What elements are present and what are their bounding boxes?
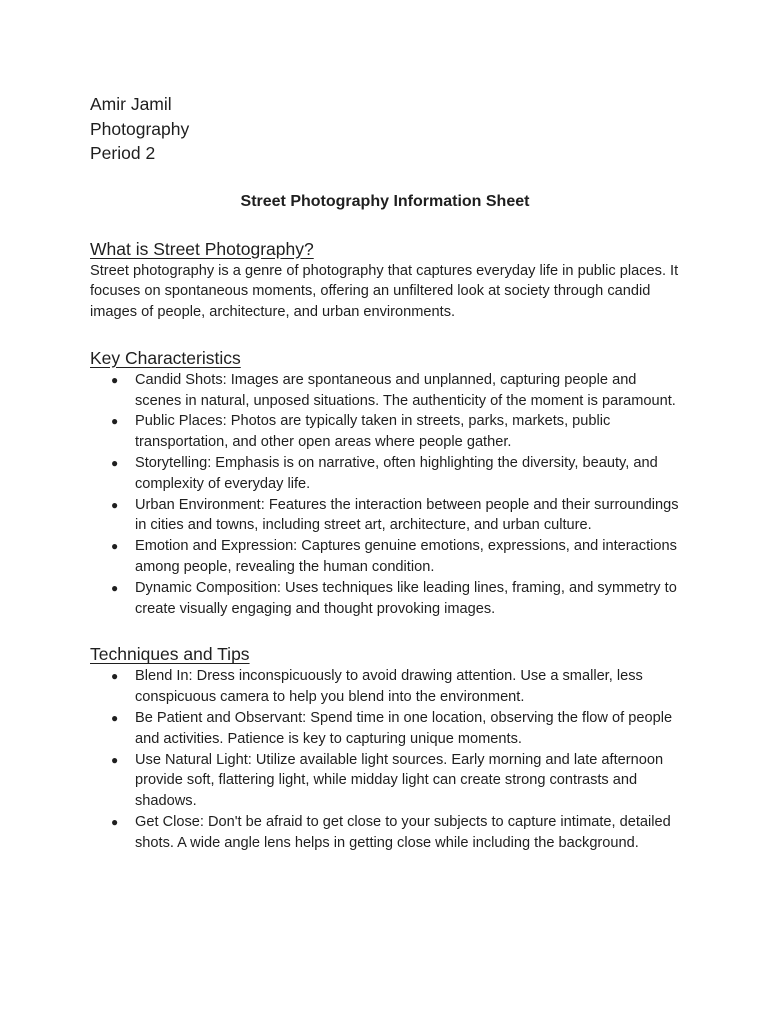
list-item bbox=[90, 708, 680, 750]
list-item-text: Be Patient and Observant: Spend time in one location, observing the flow of people and activities. Patience is key to capturing unique moments. bbox=[135, 710, 673, 747]
class-period: Period 2 bbox=[90, 143, 156, 163]
student-header bbox=[90, 92, 680, 166]
bullet-icon: ● bbox=[111, 414, 119, 429]
list-item-text: Dynamic Composition: Uses techniques like leading lines, framing, and symmetry to create visually engaging and thought provoking images. bbox=[135, 579, 677, 617]
what-is-paragraph: Street photography is a genre of photography that captures everyday life in public places. It focuses on spontaneous moments, offering an unfiltered look at society through candid images of people, architecture, and urban environments. bbox=[90, 262, 679, 321]
bullet-icon: ● bbox=[111, 497, 119, 512]
bullet-icon: ● bbox=[111, 752, 119, 767]
class-subject: Photography bbox=[90, 118, 190, 139]
section-heading-what-is: What is Street Photography? bbox=[90, 238, 314, 259]
list-item bbox=[90, 370, 680, 412]
section-heading-key-characteristics: Key Characteristics bbox=[90, 347, 241, 368]
list-item bbox=[90, 536, 680, 578]
document-title: Street Photography Information Sheet bbox=[240, 192, 530, 210]
list-item-text: Get Close: Don't be afraid to get close to your subjects to capture intimate, detailed shots. A wide angle lens helps in getting close while including the background. bbox=[135, 814, 671, 851]
student-name: Amir Jamil bbox=[90, 94, 172, 114]
list-item-text: Candid Shots: Images are spontaneous and unplanned, capturing people and scenes in natural, unposed situations. The authenticity of the moment is paramount. bbox=[135, 371, 676, 409]
section-key-characteristics bbox=[90, 347, 680, 620]
list-item bbox=[90, 750, 680, 812]
bullet-icon: ● bbox=[111, 711, 119, 726]
bullet-icon: ● bbox=[111, 815, 119, 830]
list-item bbox=[90, 812, 680, 854]
list-item-text: Public Places: Photos are typically taken in streets, parks, markets, public transportation, and other open areas where people gather. bbox=[135, 413, 611, 451]
bullet-icon: ● bbox=[111, 456, 119, 471]
list-item bbox=[90, 411, 680, 453]
bullet-icon: ● bbox=[111, 539, 119, 554]
list-item bbox=[90, 578, 680, 620]
list-item-text: Storytelling: Emphasis is on narrative, often highlighting the diversity, beauty, and complexity of everyday life. bbox=[135, 455, 658, 492]
list-item-text: Blend In: Dress inconspicuously to avoid drawing attention. Use a smaller, less conspicuous camera to help you blend into the environment. bbox=[135, 668, 643, 706]
bullet-icon: ● bbox=[111, 372, 119, 387]
list-item bbox=[90, 453, 680, 495]
characteristics-list bbox=[90, 370, 680, 620]
list-item bbox=[90, 666, 680, 708]
list-item-text: Emotion and Expression: Captures genuine emotions, expressions, and interactions among people, revealing the human condition. bbox=[135, 538, 677, 576]
bullet-icon: ● bbox=[111, 580, 119, 595]
list-item bbox=[90, 495, 680, 537]
list-item-text: Urban Environment: Features the interaction between people and their surroundings in cities and towns, including street art, architecture, and urban culture. bbox=[135, 496, 679, 534]
section-what-is bbox=[90, 238, 680, 323]
section-heading-techniques-tips: Techniques and Tips bbox=[90, 644, 250, 665]
section-techniques-tips bbox=[90, 643, 680, 853]
techniques-list bbox=[90, 666, 680, 853]
list-item-text: Use Natural Light: Utilize available light sources. Early morning and late afternoon provide soft, flattering light, while midday light can create strong contrasts and shadows. bbox=[135, 751, 664, 810]
bullet-icon: ● bbox=[111, 669, 119, 684]
